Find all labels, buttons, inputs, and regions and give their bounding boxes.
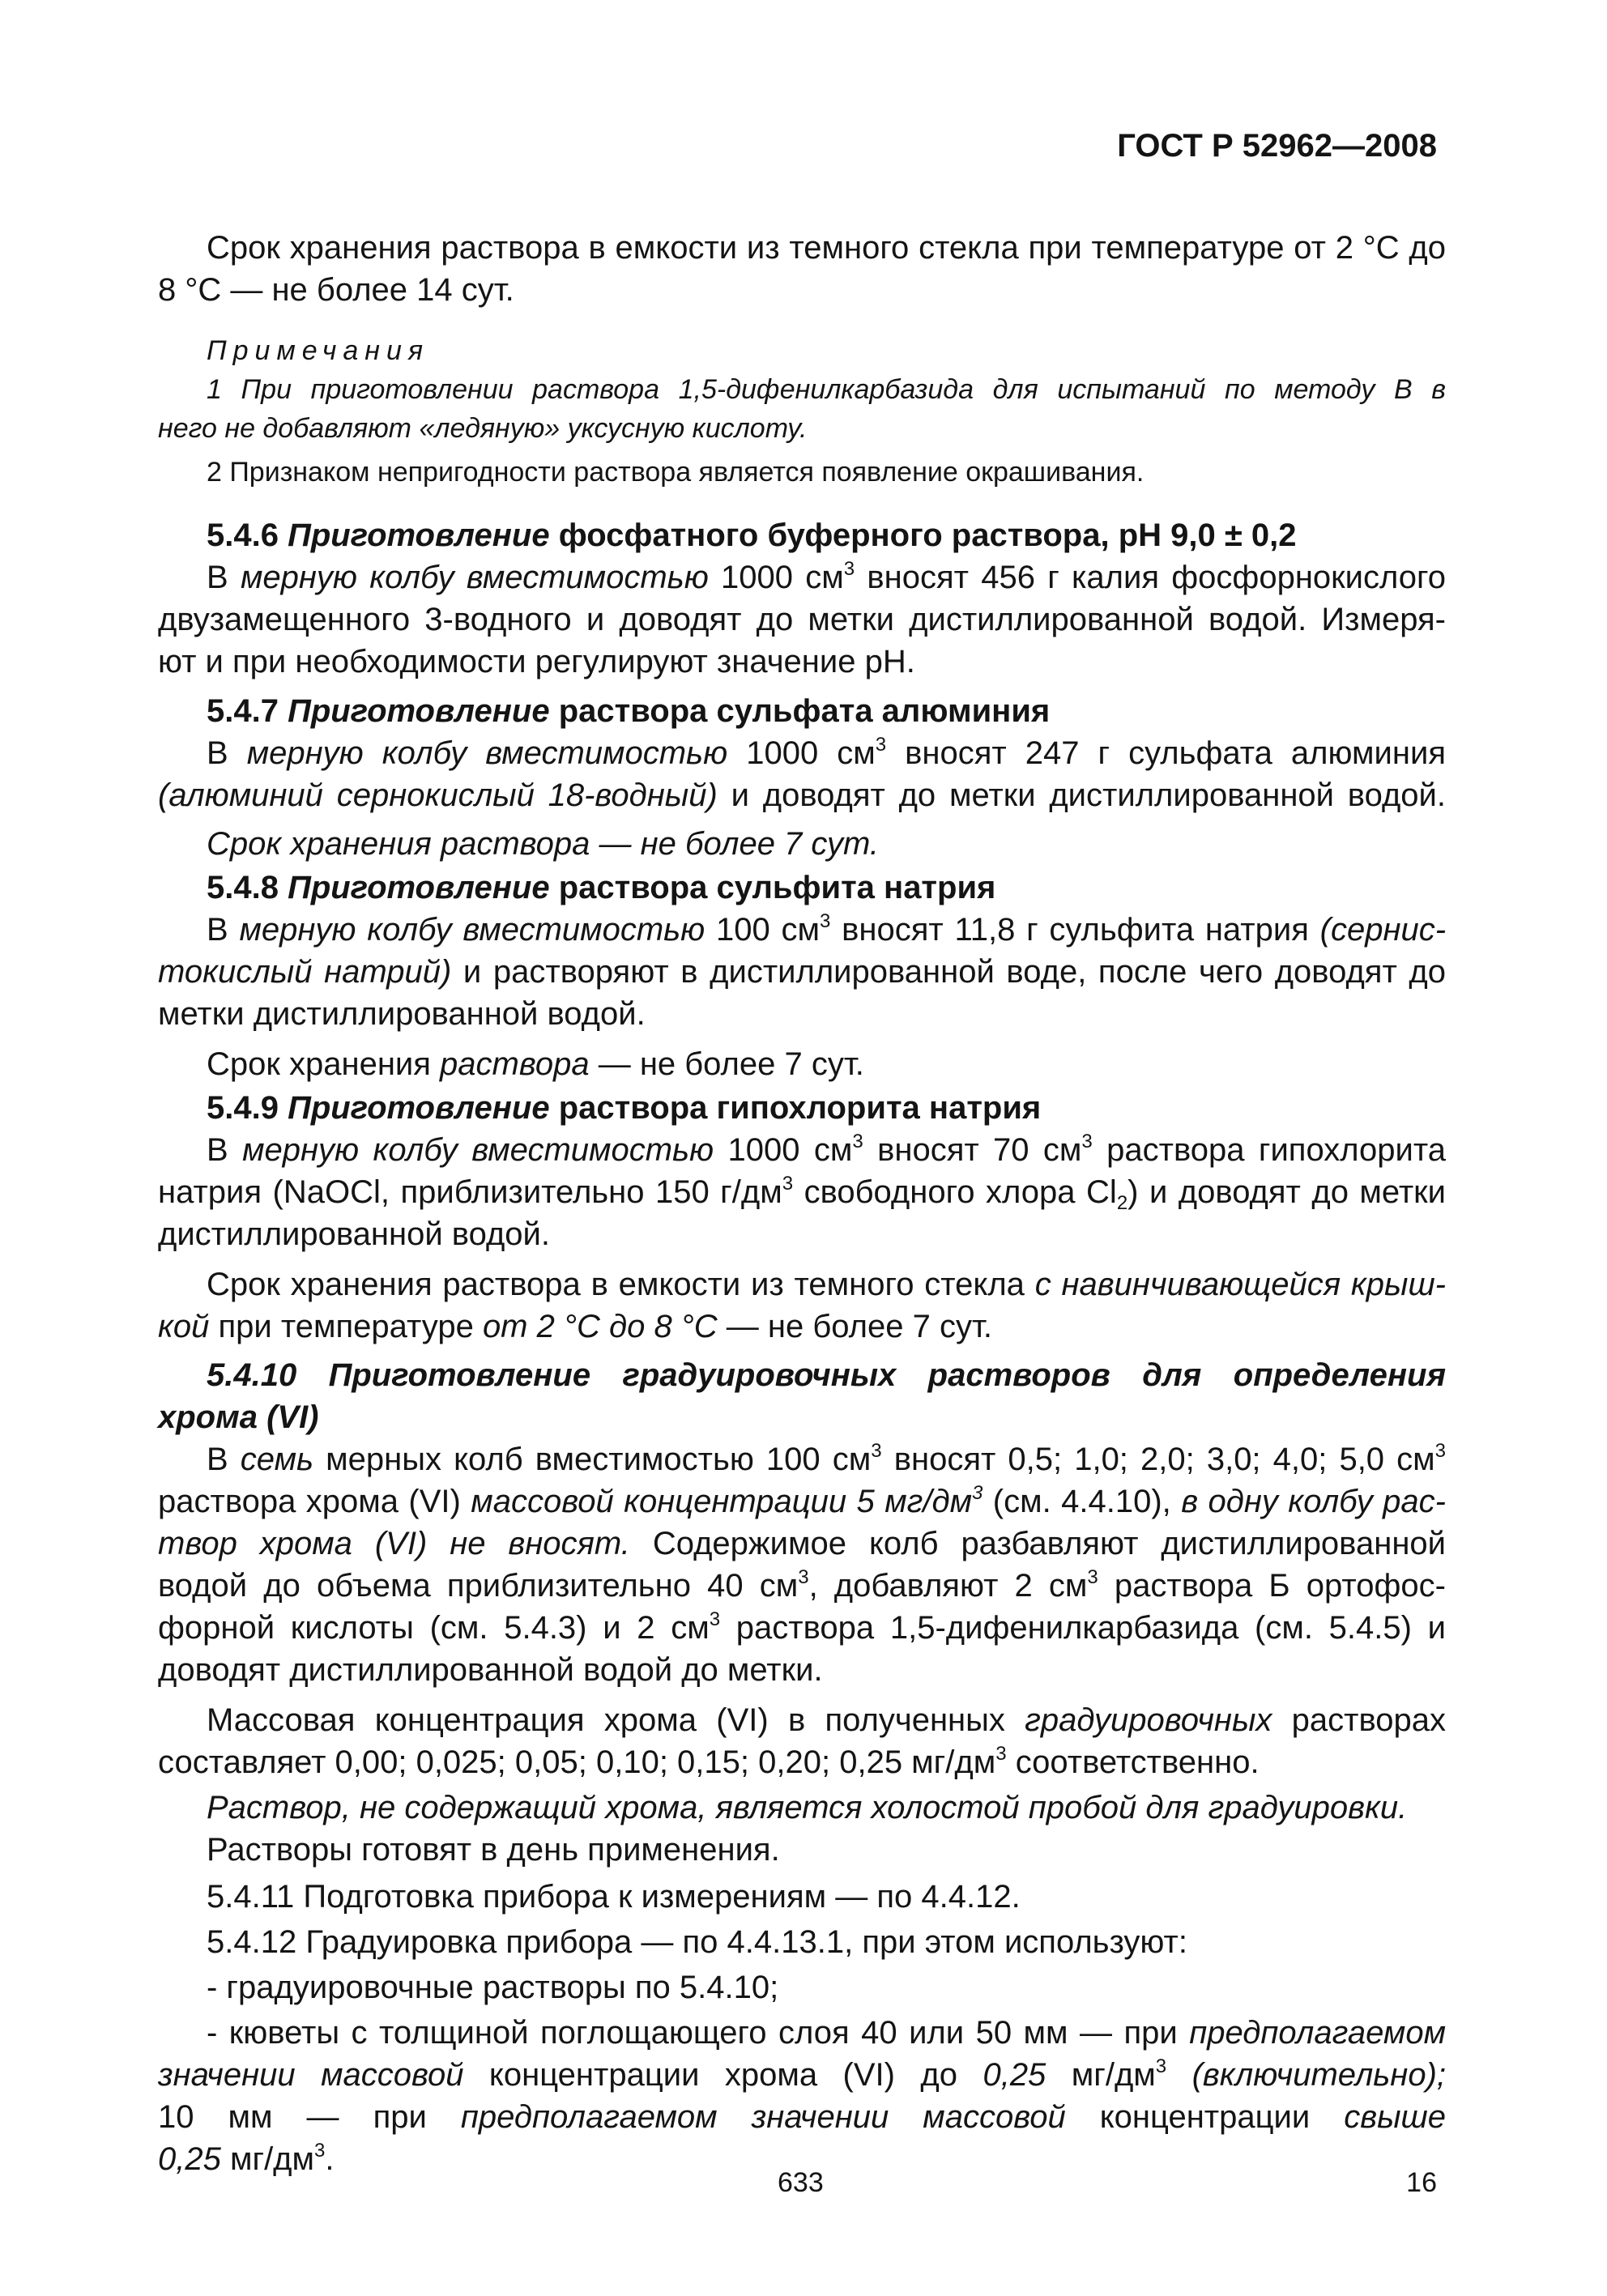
text: раствора гипохлорита — [1092, 1132, 1446, 1168]
text: вносят 0,5; 1,0; 2,0; 3,0; 4,0; 5,0 см — [881, 1442, 1435, 1477]
paragraph-line — [158, 1741, 1446, 1783]
superscript: 3 — [798, 1566, 809, 1588]
text-italic: от 2 °С до 8 °С — [482, 1309, 718, 1344]
text: . — [325, 2141, 335, 2177]
text: концентрации — [1065, 2099, 1345, 2135]
section-heading — [207, 690, 1446, 732]
paragraph-line: доводят дистиллированной водой до метки. — [158, 1652, 823, 1688]
text-italic: семь — [240, 1442, 314, 1477]
text: , добавляют 2 см — [808, 1568, 1088, 1604]
paragraph-line — [158, 598, 1446, 641]
paragraph-line: ют и при необходимости регулируют значение pH. — [158, 644, 915, 679]
text: Срок хранения раствора в емкости из темного стекла при температуре от 2 °С до — [207, 230, 1446, 266]
text: — не более 7 сут. — [717, 1309, 992, 1344]
text-italic: 0,25 — [158, 2141, 221, 2177]
text: раствора хрома (VI) — [158, 1484, 471, 1519]
text: В — [207, 560, 241, 595]
paragraph-line — [207, 1263, 1446, 1306]
text-italic: мерную колбу вместимостью — [242, 1132, 714, 1168]
section-heading — [207, 867, 1446, 909]
text-italic: значении массовой — [158, 2057, 464, 2093]
paragraph-line: Срок хранения раствора — не более 7 сут. — [207, 826, 879, 862]
paragraph-line — [207, 732, 1446, 774]
text-italic: предполагаемом — [1189, 2015, 1446, 2051]
text-italic: 0,25 — [983, 2057, 1046, 2093]
superscript: 3 — [843, 558, 855, 580]
paragraph-line — [207, 556, 1446, 598]
note-line — [207, 371, 1446, 408]
text: и растворяют в дистиллированной воде, после чего доводят до — [451, 954, 1446, 990]
paragraph-line: 5.4.11 Подготовка прибора к измерениям — по 4.4.12. — [207, 1879, 1021, 1915]
superscript: 3 — [820, 910, 831, 932]
section-number: 5.4.6 — [207, 518, 279, 553]
heading-italic: Приготовление — [288, 693, 550, 729]
paragraph-line — [158, 1607, 1446, 1649]
text: В — [207, 912, 240, 948]
text-italic: с навинчивающейся крыш- — [1034, 1267, 1446, 1302]
superscript: 3 — [871, 1440, 882, 1462]
paragraph-line — [158, 1306, 1446, 1348]
paragraph-line — [158, 1171, 1446, 1213]
text: форной кислоты (см. 5.4.3) и 2 см — [158, 1610, 710, 1646]
text-italic: (включительно); — [1166, 2057, 1446, 2093]
section-heading: хрома (VI) — [158, 1399, 319, 1435]
superscript: 3 — [875, 734, 887, 756]
superscript: 3 — [1087, 1566, 1098, 1588]
heading-text: раствора гипохлорита натрия — [558, 1090, 1042, 1126]
heading-text: 5.4.10 Приготовление градуировочных растворов для определения — [207, 1357, 1446, 1393]
heading-italic: Приготовление — [288, 1090, 550, 1126]
text: соответственно. — [1006, 1744, 1260, 1780]
subscript: 2 — [1116, 1192, 1128, 1214]
section-number: 5.4.7 — [207, 693, 279, 729]
text: — не более 7 сут. — [589, 1046, 864, 1082]
notes-title: Примечания — [207, 335, 430, 366]
superscript: 3 — [972, 1482, 983, 1504]
paragraph-line — [158, 1480, 1446, 1523]
text-italic: (сернис- — [1319, 912, 1447, 948]
text: В — [207, 735, 247, 771]
superscript: 3 — [995, 1743, 1007, 1765]
text: 1000 см — [708, 560, 844, 595]
text: составляет 0,00; 0,025; 0,05; 0,10; 0,15; 0,20; 0,25 мг/дм — [158, 1744, 996, 1780]
paragraph-line — [207, 1438, 1446, 1480]
text: 1000 см — [727, 735, 876, 771]
page-number-center: 633 — [778, 2167, 824, 2198]
text: Срок хранения раствора в емкости из темного стекла — [207, 1267, 1035, 1302]
paragraph-line — [158, 951, 1446, 993]
text: натрия (NaOCl, приблизительно 150 г/дм — [158, 1174, 782, 1210]
section-heading — [207, 1354, 1446, 1396]
text: - кюветы с толщиной поглощающего слоя 40 или 50 мм — при — [207, 2015, 1190, 2051]
text: и доводят до метки дистиллированной водой. — [717, 777, 1447, 813]
text: вносят 456 г калия фосфорнокислого — [855, 560, 1446, 595]
text-italic: твор хрома (VI) не вносят. — [158, 1526, 630, 1561]
paragraph-line: 8 °С — не более 14 сут. — [158, 272, 514, 308]
text: свободного хлора Cl — [793, 1174, 1117, 1210]
text: ) и доводят до метки — [1127, 1174, 1447, 1210]
list-item: - градуировочные растворы по 5.4.10; — [207, 1970, 779, 2005]
superscript: 3 — [709, 1608, 721, 1630]
text-italic: кой — [158, 1309, 210, 1344]
paragraph-line: Растворы готовят в день применения. — [207, 1832, 780, 1868]
superscript: 3 — [782, 1173, 794, 1195]
note-line: 2 Признаком непригодности раствора является появление окрашивания. — [207, 457, 1145, 488]
superscript: 3 — [1434, 1440, 1447, 1462]
text-italic: мерную колбу вместимостью — [239, 912, 705, 948]
heading-italic: Приготовление — [288, 870, 550, 905]
text-italic: предполагаемом значении массовой — [460, 2099, 1066, 2135]
list-item-line — [158, 2096, 1446, 2138]
text: В — [207, 1442, 241, 1477]
paragraph-line: 5.4.12 Градуировка прибора — по 4.4.13.1, при этом используют: — [207, 1924, 1187, 1960]
paragraph-line — [158, 1565, 1446, 1607]
text-italic: градуировочных — [1025, 1702, 1272, 1738]
list-item-line — [158, 2054, 1446, 2096]
text: 1 При приготовлении раствора 1,5-дифенилкарбазида для испытаний по методу В в — [207, 374, 1446, 405]
superscript: 3 — [852, 1131, 863, 1152]
list-item — [207, 2012, 1446, 2054]
heading-text: раствора сульфита натрия — [558, 870, 996, 905]
text: вносят 11,8 г сульфита натрия — [830, 912, 1320, 948]
text: концентрации хрома (VI) до — [463, 2057, 983, 2093]
text: вносят 247 г сульфата алюминия — [886, 735, 1446, 771]
standard-header: ГОСТ Р 52962—2008 — [1117, 128, 1437, 164]
section-heading — [207, 514, 1446, 556]
note-line: него не добавляют «ледяную» уксусную кислоту. — [158, 413, 808, 444]
text: вносят 70 см — [863, 1132, 1082, 1168]
section-number: 5.4.9 — [207, 1090, 279, 1126]
paragraph-line — [207, 1043, 1446, 1085]
heading-italic: Приготовление — [288, 518, 550, 553]
text-italic: раствора — [440, 1046, 590, 1082]
text-italic: (алюминий сернокислый 18-водный) — [158, 777, 718, 813]
text-italic: токислый натрий) — [158, 954, 452, 990]
text: мерных колб вместимостью 100 см — [313, 1442, 872, 1477]
text: двузамещенного 3-водного и доводят до метки дистиллированной водой. Измеря- — [158, 602, 1446, 637]
text: 10 мм — при — [158, 2099, 461, 2135]
text-italic: свыше — [1344, 2099, 1446, 2135]
section-heading — [207, 1087, 1446, 1129]
text: В — [207, 1132, 243, 1168]
text: 1000 см — [714, 1132, 853, 1168]
paragraph-line: метки дистиллированной водой. — [158, 996, 646, 1032]
text: Срок хранения — [207, 1046, 441, 1082]
paragraph-line: дистиллированной водой. — [158, 1216, 551, 1252]
text-italic: мерную колбу вместимостью — [246, 735, 728, 771]
paragraph-line: Раствор, не содержащий хрома, является холостой пробой для градуировки. — [207, 1790, 1408, 1825]
superscript: 3 — [1155, 2055, 1167, 2077]
section-number: 5.4.8 — [207, 870, 279, 905]
text: мг/дм — [1046, 2057, 1156, 2093]
text: раствора Б ортофос- — [1098, 1568, 1446, 1604]
paragraph-line — [207, 909, 1446, 951]
paragraph-line — [207, 1129, 1446, 1171]
paragraph-line — [158, 774, 1446, 816]
text-italic: в одну колбу рас- — [1181, 1484, 1446, 1519]
text-italic: массовой концентрации 5 мг/дм — [471, 1484, 973, 1519]
text: при температуре — [209, 1309, 483, 1344]
paragraph-line — [158, 1523, 1446, 1565]
superscript: 3 — [314, 2140, 326, 2162]
text: (см. 4.4.10), — [983, 1484, 1182, 1519]
heading-text: фосфатного буферного раствора, pH 9,0 ± 0,2 — [558, 518, 1297, 553]
heading-text: раствора сульфата алюминия — [558, 693, 1051, 729]
text: 100 см — [705, 912, 821, 948]
text: растворах — [1272, 1702, 1446, 1738]
page-number-right: 16 — [1406, 2167, 1437, 2198]
text: водой до объема приблизительно 40 см — [158, 1568, 799, 1604]
text: мг/дм — [220, 2141, 315, 2177]
paragraph-line — [207, 227, 1446, 269]
text: раствора 1,5-дифенилкарбазида (см. 5.4.5) и — [720, 1610, 1447, 1646]
paragraph-line — [207, 1699, 1446, 1741]
text: Содержимое колб разбавляют дистиллированной — [629, 1526, 1446, 1561]
superscript: 3 — [1081, 1131, 1093, 1152]
text-italic: мерную колбу вместимостью — [240, 560, 709, 595]
text: Массовая концентрация хрома (VI) в полученных — [207, 1702, 1025, 1738]
